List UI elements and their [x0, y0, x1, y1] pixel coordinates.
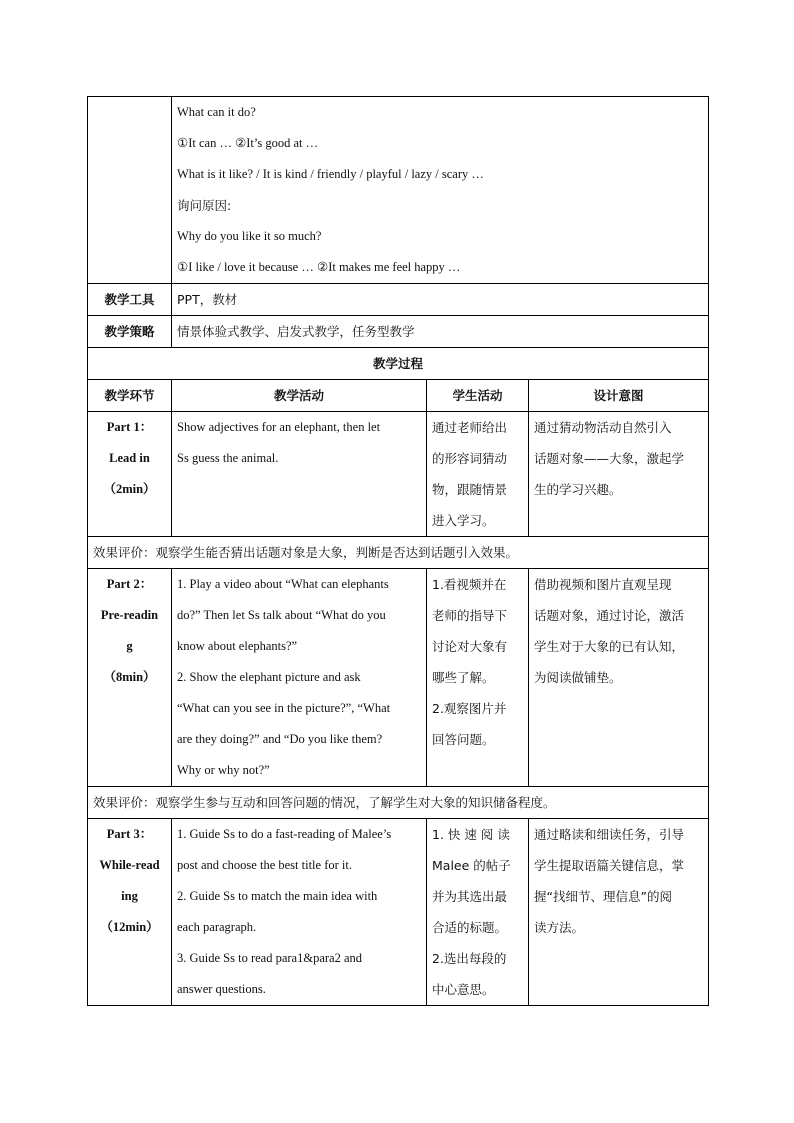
intent-line: 通过猜动物活动自然引入 — [534, 420, 672, 435]
student-line: 哪些了解。 — [432, 670, 495, 685]
part2-student-activity — [427, 569, 529, 787]
part3-design-intent — [529, 819, 709, 1006]
strategy-label: 教学策略 — [88, 316, 172, 348]
teacher-line: do?” Then let Ss talk about “What do you — [177, 608, 386, 622]
teacher-line: 3. Guide Ss to read para1&para2 and — [177, 951, 363, 965]
intro-line: What can it do? — [177, 105, 256, 119]
teacher-line: answer questions. — [177, 982, 266, 996]
part1-teacher-activity — [172, 412, 427, 537]
teacher-line: 1. Guide Ss to do a fast-reading of Malee’s — [177, 827, 392, 841]
stage-line: Part 2： — [106, 577, 153, 591]
intro-line: ①It can … ②It’s good at … — [177, 136, 319, 150]
strategy-row — [88, 316, 709, 348]
lesson-plan-table — [87, 96, 709, 1006]
part1-evaluation: 效果评价：观察学生能否猜出话题对象是大象，判断是否达到话题引入效果。 — [88, 537, 709, 569]
intro-cell — [172, 97, 709, 284]
intro-blank-cell — [88, 97, 172, 284]
intro-row — [88, 97, 709, 284]
teacher-line: are they doing?” and “Do you like them? — [177, 732, 383, 746]
teacher-line: Why or why not?” — [177, 763, 270, 777]
part1-stage — [88, 412, 172, 537]
intent-line: 话题对象——大象，激起学 — [534, 451, 685, 466]
intent-line: 握“找细节、理信息”的阅 — [534, 889, 672, 904]
part1-design-intent — [529, 412, 709, 537]
stage-line: （2min） — [103, 482, 156, 496]
stage-line: While-read — [99, 858, 160, 872]
teacher-line: know about elephants?” — [177, 639, 298, 653]
stage-line: Part 1： — [106, 420, 153, 434]
process-title: 教学过程 — [88, 348, 709, 380]
teacher-line: 1. Play a video about “What can elephants — [177, 577, 389, 591]
student-line: 的形容词猜动 — [432, 451, 508, 466]
part3-row — [88, 819, 709, 1006]
intro-line: Why do you like it so much? — [177, 229, 322, 243]
student-line: 1.看视频并在 — [432, 577, 507, 592]
intent-line: 借助视频和图片直观呈现 — [534, 577, 672, 592]
student-line: 通过老师给出 — [432, 420, 508, 435]
stage-line: ing — [121, 889, 138, 903]
part1-row — [88, 412, 709, 537]
student-line: 1. 快 速 阅 读 — [432, 827, 510, 842]
teacher-line: Ss guess the animal. — [177, 451, 279, 465]
student-line: 中心意思。 — [432, 982, 495, 997]
student-line: 进入学习。 — [432, 513, 495, 528]
header-teacher-activity: 教学活动 — [172, 380, 427, 412]
teacher-line: 2. Guide Ss to match the main idea with — [177, 889, 378, 903]
intent-line: 生的学习兴趣。 — [534, 482, 622, 497]
student-line: 合适的标题。 — [432, 920, 508, 935]
header-student-activity: 学生活动 — [427, 380, 529, 412]
intent-line: 学生提取语篇关键信息，掌 — [534, 858, 685, 873]
tools-label: 教学工具 — [88, 284, 172, 316]
part2-evaluation-row — [88, 787, 709, 819]
student-line: 物，跟随情景 — [432, 482, 508, 497]
header-design-intent: 设计意图 — [529, 380, 709, 412]
part3-student-activity — [427, 819, 529, 1006]
part2-stage — [88, 569, 172, 787]
part2-design-intent — [529, 569, 709, 787]
part2-row — [88, 569, 709, 787]
part1-student-activity — [427, 412, 529, 537]
tools-row — [88, 284, 709, 316]
part1-evaluation-row — [88, 537, 709, 569]
strategy-value: 情景体验式教学、启发式教学，任务型教学 — [172, 316, 709, 348]
part2-evaluation: 效果评价：观察学生参与互动和回答问题的情况，了解学生对大象的知识储备程度。 — [88, 787, 709, 819]
intent-line: 为阅读做铺垫。 — [534, 670, 622, 685]
teacher-line: “What can you see in the picture?”, “What — [177, 701, 391, 715]
stage-line: Pre-readin — [100, 608, 159, 622]
teacher-line: 2. Show the elephant picture and ask — [177, 670, 361, 684]
student-line: 2.选出每段的 — [432, 951, 507, 966]
student-line: 老师的指导下 — [432, 608, 508, 623]
stage-line: g — [126, 639, 133, 653]
part3-teacher-activity — [172, 819, 427, 1006]
part3-stage — [88, 819, 172, 1006]
tools-value: PPT，教材 — [172, 284, 709, 316]
student-line: 并为其选出最 — [432, 889, 508, 904]
student-line: 2.观察图片并 — [432, 701, 507, 716]
intent-line: 读方法。 — [534, 920, 585, 935]
stage-line: （8min） — [103, 670, 156, 684]
process-title-row — [88, 348, 709, 380]
intent-line: 学生对于大象的已有认知， — [534, 639, 685, 654]
student-line: Malee 的帖子 — [432, 858, 511, 873]
student-line: 回答问题。 — [432, 732, 495, 747]
intro-line: What is it like? / It is kind / friendly / playful / lazy / scary … — [177, 167, 484, 181]
teacher-line: post and choose the best title for it. — [177, 858, 352, 872]
intent-line: 通过略读和细读任务，引导 — [534, 827, 685, 842]
stage-line: Part 3： — [106, 827, 153, 841]
part2-teacher-activity — [172, 569, 427, 787]
stage-line: Lead in — [109, 451, 150, 465]
header-stage: 教学环节 — [88, 380, 172, 412]
teacher-line: each paragraph. — [177, 920, 257, 934]
teacher-line: Show adjectives for an elephant, then let — [177, 420, 381, 434]
intro-line: ①I like / love it because … ②It makes me feel happy … — [177, 260, 461, 274]
stage-line: （12min） — [100, 920, 159, 934]
student-line: 讨论对大象有 — [432, 639, 508, 654]
intent-line: 话题对象，通过讨论，激活 — [534, 608, 685, 623]
header-row — [88, 380, 709, 412]
intro-line: 询问原因: — [177, 198, 232, 213]
